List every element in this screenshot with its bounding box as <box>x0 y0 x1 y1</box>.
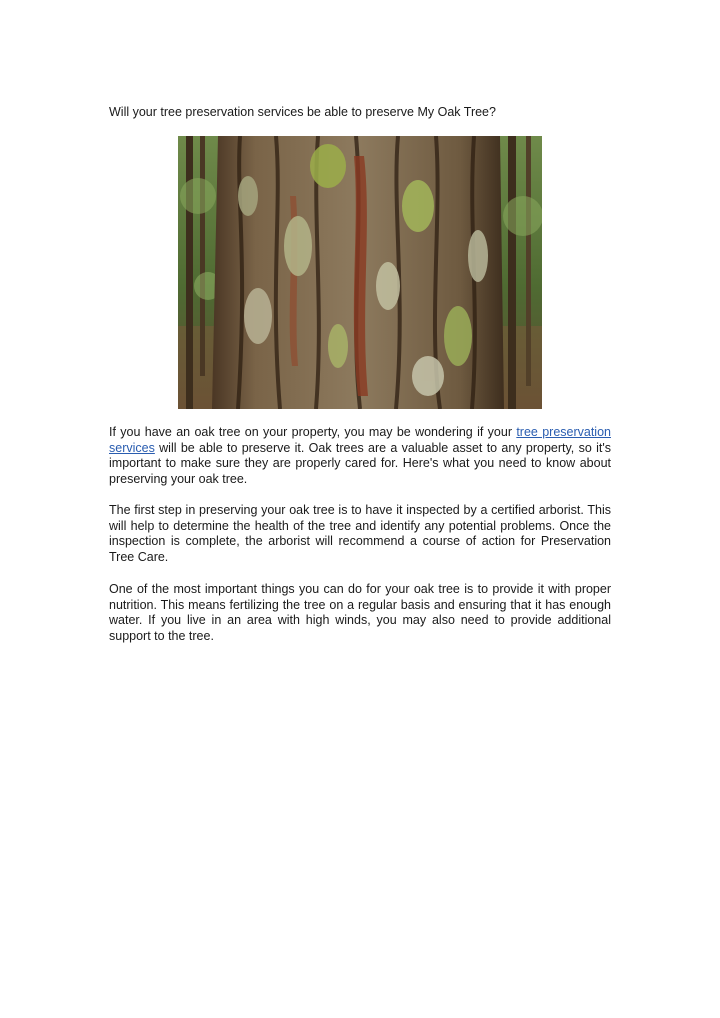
tree-preservation-services-link[interactable]: tree preservation services <box>109 425 611 455</box>
page-title: Will your tree preservation services be able to preserve My Oak Tree? <box>109 105 496 119</box>
paragraph-intro-text-before: If you have an oak tree on your property, you may be wondering if your <box>109 425 517 439</box>
paragraph-nutrition: One of the most important things you can do for your oak tree is to provide it with proper nutrition. This means fertilizing the tree on a regular basis and ensuring that it has enough water. If you live in an area with high winds, you may also need to provide additional support to the tree. <box>109 582 611 644</box>
paragraph-intro <box>109 425 611 488</box>
oak-tree-bark-photo <box>178 136 542 409</box>
paragraph-inspection: The first step in preserving your oak tree is to have it inspected by a certified arborist. This will help to determine the health of the tree and identify any potential problems. Once the inspection is complete, the arborist will recommend a course of action for Preservation Tree Care. <box>109 503 611 565</box>
paragraph-intro-text-after: will be able to preserve it. Oak trees are a valuable asset to any property, so it's important to make sure they are properly cared for. Here's what you need to know about preserving your oak tree. <box>109 440 611 487</box>
